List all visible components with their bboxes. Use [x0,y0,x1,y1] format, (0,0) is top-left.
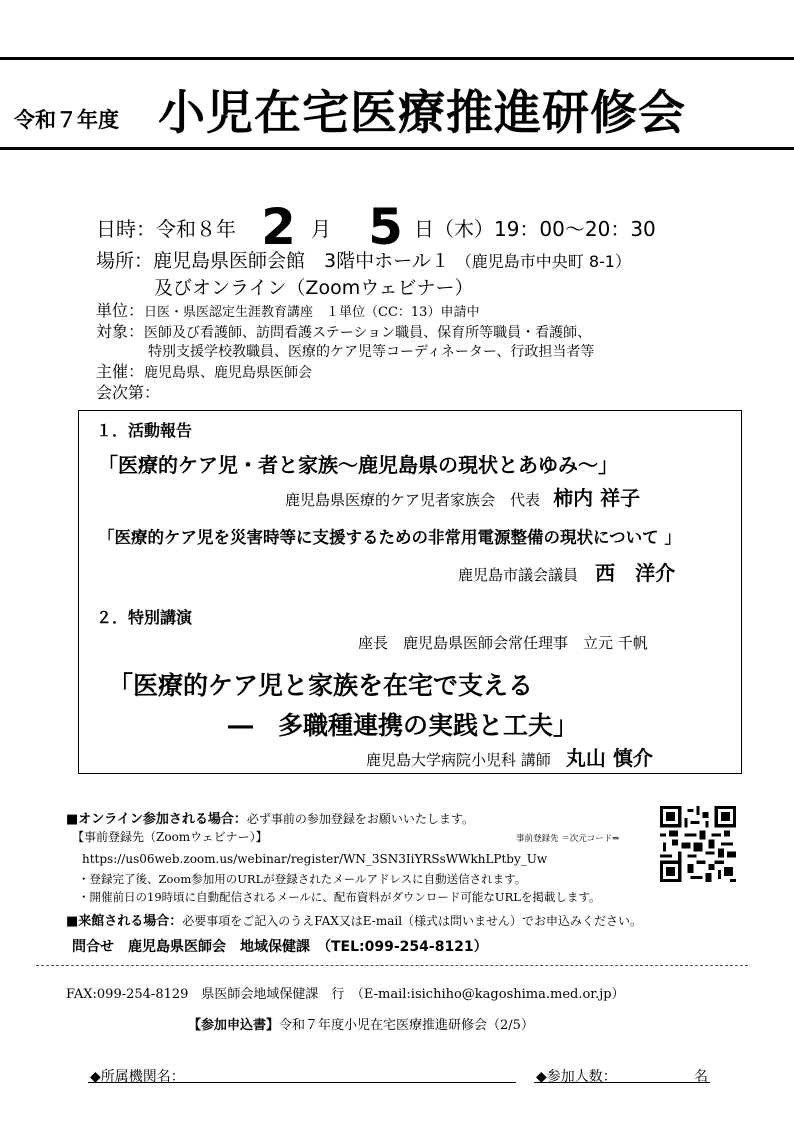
registration-heading: 【事前登録先（Zoomウェビナー）】 [72,830,268,844]
note-1: ・登録完了後、Zoom参加用のURLが登録されたメールアドレスに自動送信されます。 [78,872,527,886]
host-label: 主催： [96,362,145,381]
lecture-affiliation: 鹿児島大学病院小児科 講師 [366,751,551,769]
date-month-unit: 月 [310,217,331,241]
program-label: 会次第： [96,383,161,402]
header-bottom-rule [0,147,794,150]
lecture-speaker [366,742,653,771]
form-title: 令和７年度小児在宅医療推進研修会（2/5） [279,1018,534,1033]
date-line [96,190,656,256]
online-text: 必ず事前の参加登録をお願いいたします。 [246,812,474,826]
attendee-count-label: ◆参加人数： [536,1069,617,1085]
date-day: 5 [368,198,403,256]
target-text-1: 医師及び看護師、訪問看護ステーション職員、保育所等職員・看護師、 [144,325,592,341]
date-suffix: 日（木）19：00～20：30 [413,217,656,241]
contact-line: 問合せ 鹿児島県医師会 地域保健課 （TEL:099-254-8121） [72,939,488,955]
talk-2-title: 「医療的ケア児を災害時等に支援するための非常用電源整備の現状について 」 [98,528,681,547]
section-1-heading: １．活動報告 [96,421,193,440]
target-line [96,319,591,342]
visit-text: 必要事項をご記入のうえFAX又はE-mail（様式は問いません）でお申込みください。 [182,914,643,928]
visit-label: ■来館される場合： [66,914,183,929]
talk-2-speaker [458,557,675,586]
venue-online: 及びオンライン（Zoomウェビナー） [154,277,474,299]
form-title-bracket: 【参加申込書】 [188,1018,280,1033]
target-text-2: 特別支援学校教職員、医療的ケア児等コーディネーター、行政担当者等 [148,344,595,360]
online-line [66,808,474,827]
fax-line: FAX:099-254-8129 県医師会地域保健課 行 （E-mail:isichiho@kagoshima.med.or.jp） [66,987,625,1002]
registration-url[interactable]: https://us06web.zoom.us/webinar/register/WN_3SN3IiYRSsWWkhLPtby_Uw [82,852,548,866]
date-month: 2 [261,198,296,256]
talk-2-affiliation: 鹿児島市議会議員 [458,566,579,584]
page-title: 小児在宅医療推進研修会 [158,86,686,141]
section-2-heading: ２．特別講演 [96,608,193,627]
chair-line: 座長 鹿児島県医師会常任理事 立元 千帆 [358,634,648,652]
credit-line [96,298,479,321]
cut-line [36,965,748,966]
year-label: 令和７年度 [14,108,119,132]
lecture-name: 丸山 慎介 [565,746,653,770]
talk-1-speaker [285,482,640,511]
visit-line [66,910,642,929]
talk-1-affiliation: 鹿児島県医療的ケア児者家族会 代表 [285,491,541,509]
note-2: ・開催前日の19時頃に自動配信されるメールに、配布資料がダウンロード可能なURLを掲載します。 [78,890,601,904]
org-name-label: ◆所属機関名： [90,1069,185,1085]
talk-2-name: 西 洋介 [595,561,676,585]
date-prefix: 日時：令和８年 [96,217,236,241]
qr-code-icon[interactable] [660,806,736,882]
talk-1-name: 柿内 祥子 [553,486,641,510]
venue-name: 場所：鹿児島県医師会館 3階中ホール１ [96,250,450,272]
form-title-line [188,1014,534,1033]
host-text: 鹿児島県、鹿児島県医師会 [144,365,313,381]
header-top-rule [0,57,794,60]
online-label: ■オンライン参加される場合： [66,812,247,827]
credit-label: 単位： [96,301,145,320]
lecture-title-1: 「医療的ケア児と家族を在宅で支える [108,671,534,700]
target-label: 対象： [96,322,145,341]
lecture-title-2: ― 多職種連携の実践と工夫」 [228,711,579,740]
org-name-field[interactable] [88,1082,516,1083]
venue-line [96,246,631,273]
venue-address: （鹿児島市中央町 8-1） [455,252,631,271]
qr-note: 事前登録先 ＝次元コード⇒ [516,834,620,844]
host-line [96,359,312,382]
attendee-count-unit: 名 [694,1069,708,1085]
credit-text: 日医・県医認定生涯教育講座 １単位（CC：13）申請中 [144,305,480,320]
talk-1-title: 「医療的ケア児・者と家族～鹿児島県の現状とあゆみ～」 [98,453,618,477]
attendee-count-field[interactable] [534,1082,710,1083]
